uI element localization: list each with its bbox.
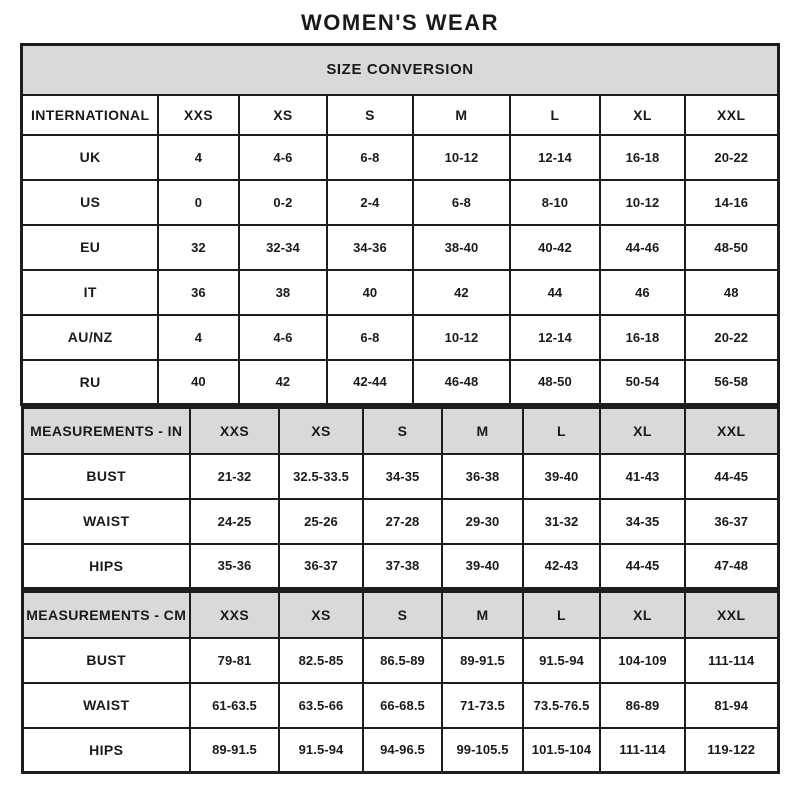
size-conversion-table (20, 43, 779, 406)
measurements-in-title: MEASUREMENTS - IN (22, 408, 190, 454)
measure-cell: 36-37 (279, 544, 363, 589)
col-header-xxs: XXS (190, 592, 279, 638)
size-cell: 4 (158, 135, 239, 180)
measure-cell: 86-89 (600, 683, 685, 728)
size-cell: 40-42 (510, 225, 600, 270)
row-hips-in (22, 544, 778, 589)
measure-cell: 21-32 (190, 454, 279, 499)
col-header-xxs: XXS (158, 95, 239, 135)
col-header-l: L (523, 408, 600, 454)
size-cell: 56-58 (685, 360, 778, 405)
measure-cell: 81-94 (685, 683, 778, 728)
measure-cell: 37-38 (363, 544, 442, 589)
col-header-xxl: XXL (685, 592, 778, 638)
size-cell: 0-2 (239, 180, 327, 225)
measure-cell: 36-37 (685, 499, 778, 544)
size-cell: 48 (685, 270, 778, 315)
measure-cell: 89-91.5 (442, 638, 523, 683)
measure-cell: 91.5-94 (279, 728, 363, 773)
size-cell: 42 (413, 270, 510, 315)
size-cell: 2-4 (327, 180, 413, 225)
size-cell: 34-36 (327, 225, 413, 270)
measure-cell: 104-109 (600, 638, 685, 683)
measure-cell: 119-122 (685, 728, 778, 773)
measurements-cm-table (21, 590, 780, 774)
col-header-s: S (327, 95, 413, 135)
page-title: WOMEN'S WEAR (301, 10, 499, 35)
measurements-cm-header-row (22, 592, 778, 638)
col-header-l: L (523, 592, 600, 638)
size-cell: 16-18 (600, 315, 685, 360)
measure-cell: 29-30 (442, 499, 523, 544)
size-cell: 40 (327, 270, 413, 315)
col-header-xxl: XXL (685, 408, 778, 454)
measure-cell: 82.5-85 (279, 638, 363, 683)
measure-cell: 71-73.5 (442, 683, 523, 728)
size-cell: 38 (239, 270, 327, 315)
row-label: HIPS (22, 544, 190, 589)
size-cell: 10-12 (413, 135, 510, 180)
row-label: WAIST (22, 683, 190, 728)
col-header-international: INTERNATIONAL (22, 95, 158, 135)
measure-cell: 39-40 (523, 454, 600, 499)
size-cell: 46 (600, 270, 685, 315)
size-cell: 16-18 (600, 135, 685, 180)
col-header-s: S (363, 408, 442, 454)
measure-cell: 73.5-76.5 (523, 683, 600, 728)
col-header-xs: XS (239, 95, 327, 135)
size-cell: 4-6 (239, 315, 327, 360)
row-bust-cm (22, 638, 778, 683)
col-header-l: L (510, 95, 600, 135)
size-cell: 6-8 (327, 135, 413, 180)
measure-cell: 99-105.5 (442, 728, 523, 773)
row-label: BUST (22, 638, 190, 683)
measure-cell: 91.5-94 (523, 638, 600, 683)
measure-cell: 32.5-33.5 (279, 454, 363, 499)
measure-cell: 25-26 (279, 499, 363, 544)
col-header-xxl: XXL (685, 95, 778, 135)
size-cell: 48-50 (510, 360, 600, 405)
size-cell: 46-48 (413, 360, 510, 405)
measure-cell: 42-43 (523, 544, 600, 589)
size-cell: 4 (158, 315, 239, 360)
row-label: AU/NZ (22, 315, 158, 360)
row-label: UK (22, 135, 158, 180)
size-cell: 12-14 (510, 315, 600, 360)
size-conversion-title: SIZE CONVERSION (22, 45, 778, 95)
col-header-xs: XS (279, 592, 363, 638)
measurements-in-header-row (22, 408, 778, 454)
measure-cell: 41-43 (600, 454, 685, 499)
row-us (22, 180, 778, 225)
col-header-xl: XL (600, 95, 685, 135)
col-header-xl: XL (600, 408, 685, 454)
measurements-in-table (21, 406, 780, 590)
measure-cell: 66-68.5 (363, 683, 442, 728)
row-label: RU (22, 360, 158, 405)
measurements-cm-title: MEASUREMENTS - CM (22, 592, 190, 638)
size-cell: 42 (239, 360, 327, 405)
size-cell: 8-10 (510, 180, 600, 225)
measure-cell: 61-63.5 (190, 683, 279, 728)
row-uk (22, 135, 778, 180)
size-cell: 0 (158, 180, 239, 225)
size-cell: 44-46 (600, 225, 685, 270)
size-cell: 6-8 (413, 180, 510, 225)
measure-cell: 27-28 (363, 499, 442, 544)
size-cell: 10-12 (413, 315, 510, 360)
row-hips-cm (22, 728, 778, 773)
row-waist-cm (22, 683, 778, 728)
size-conversion-header-row (22, 95, 778, 135)
size-cell: 50-54 (600, 360, 685, 405)
measure-cell: 63.5-66 (279, 683, 363, 728)
col-header-m: M (413, 95, 510, 135)
measure-cell: 35-36 (190, 544, 279, 589)
measure-cell: 31-32 (523, 499, 600, 544)
measure-cell: 34-35 (363, 454, 442, 499)
row-label: IT (22, 270, 158, 315)
col-header-m: M (442, 592, 523, 638)
measure-cell: 79-81 (190, 638, 279, 683)
col-header-xl: XL (600, 592, 685, 638)
measure-cell: 86.5-89 (363, 638, 442, 683)
size-cell: 38-40 (413, 225, 510, 270)
size-cell: 44 (510, 270, 600, 315)
row-label: EU (22, 225, 158, 270)
size-cell: 40 (158, 360, 239, 405)
col-header-s: S (363, 592, 442, 638)
measure-cell: 101.5-104 (523, 728, 600, 773)
measure-cell: 39-40 (442, 544, 523, 589)
measure-cell: 24-25 (190, 499, 279, 544)
measure-cell: 111-114 (600, 728, 685, 773)
size-conversion-title-row (22, 45, 778, 95)
size-cell: 12-14 (510, 135, 600, 180)
size-cell: 32 (158, 225, 239, 270)
size-cell: 20-22 (685, 135, 778, 180)
row-label: BUST (22, 454, 190, 499)
col-header-xxs: XXS (190, 408, 279, 454)
size-cell: 20-22 (685, 315, 778, 360)
size-cell: 48-50 (685, 225, 778, 270)
size-cell: 32-34 (239, 225, 327, 270)
measure-cell: 47-48 (685, 544, 778, 589)
row-it (22, 270, 778, 315)
size-cell: 14-16 (685, 180, 778, 225)
size-cell: 4-6 (239, 135, 327, 180)
row-bust-in (22, 454, 778, 499)
size-cell: 36 (158, 270, 239, 315)
measure-cell: 36-38 (442, 454, 523, 499)
size-cell: 10-12 (600, 180, 685, 225)
row-waist-in (22, 499, 778, 544)
col-header-xs: XS (279, 408, 363, 454)
measure-cell: 44-45 (685, 454, 778, 499)
measure-cell: 44-45 (600, 544, 685, 589)
col-header-m: M (442, 408, 523, 454)
row-label: WAIST (22, 499, 190, 544)
measure-cell: 94-96.5 (363, 728, 442, 773)
row-label: US (22, 180, 158, 225)
measure-cell: 34-35 (600, 499, 685, 544)
row-ru (22, 360, 778, 405)
row-eu (22, 225, 778, 270)
measure-cell: 89-91.5 (190, 728, 279, 773)
size-cell: 6-8 (327, 315, 413, 360)
row-aunz (22, 315, 778, 360)
size-cell: 42-44 (327, 360, 413, 405)
row-label: HIPS (22, 728, 190, 773)
measure-cell: 111-114 (685, 638, 778, 683)
